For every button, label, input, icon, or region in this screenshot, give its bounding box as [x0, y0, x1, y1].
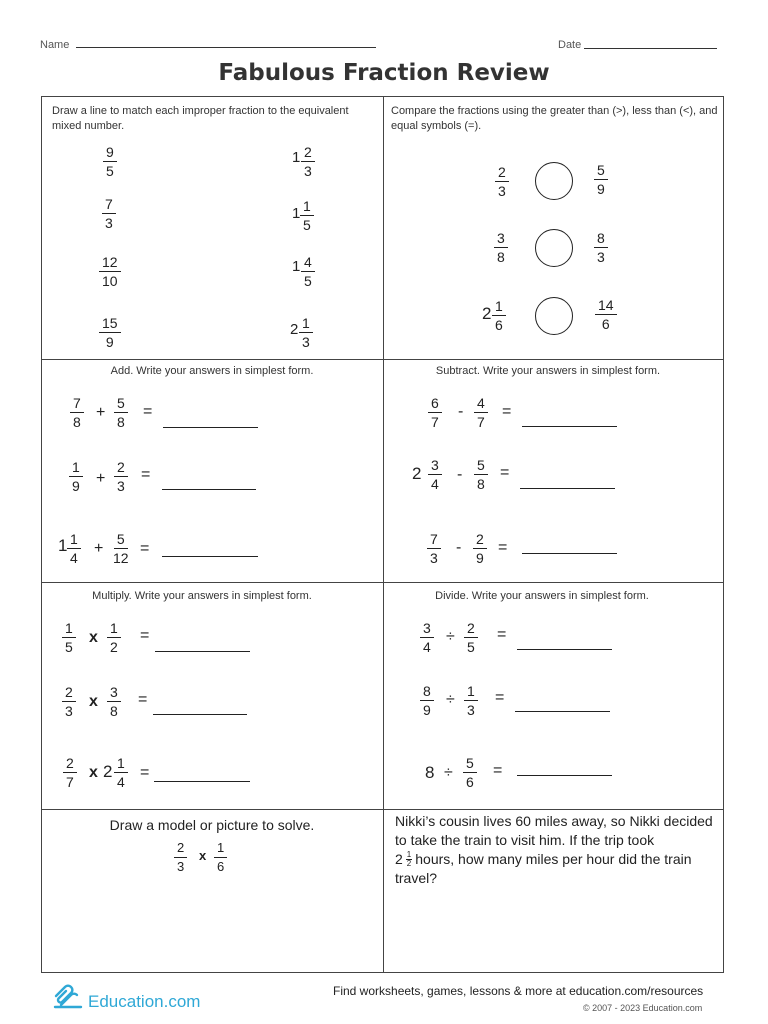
subtract-p3-fraction-a: $\frac{7}{3}$	[427, 531, 441, 566]
add-p1-answer-line[interactable]	[163, 427, 258, 428]
multiply-p3-fraction-b: $\frac{1}{4}$	[114, 755, 128, 790]
add-p1-fraction-a: $\frac{7}{8}$	[70, 395, 84, 430]
subtract-p1-fraction-b: $\frac{4}{7}$	[474, 395, 488, 430]
add-p3-equals: =	[140, 540, 150, 557]
add-p1-equals: =	[143, 403, 153, 420]
add-p2-fraction-b: $\frac{2}{3}$	[114, 459, 128, 494]
subtract-p2-whole: 2	[412, 464, 422, 483]
footer-tagline: Find worksheets, games, lessons & more at education.com/resources	[333, 984, 704, 998]
multiply-p2-operator: x	[89, 693, 98, 710]
compare-left-whole-3: 2	[482, 304, 492, 323]
divide-p1-operator: ÷	[446, 628, 455, 645]
add-instruction: Add. Write your answers in simplest form.	[110, 365, 314, 377]
model-fraction-b: $\frac{1}{6}$	[214, 840, 227, 875]
add-p1-operator: +	[96, 404, 106, 421]
subtract-p3-operator: -	[456, 539, 462, 556]
footer-copyright: © 2007 - 2023 Education.com	[583, 1003, 703, 1013]
divide-p1-fraction-a: $\frac{3}{4}$	[420, 620, 434, 655]
compare-left-fraction-1: $\frac{2}{3}$	[495, 164, 509, 199]
subtract-p2-fraction-b: $\frac{5}{8}$	[474, 457, 488, 492]
add-p3-fraction-b: $\frac{5}{12}$	[113, 531, 129, 566]
divide-p1-fraction-b: $\frac{2}{5}$	[464, 620, 478, 655]
multiply-p3-equals: =	[140, 764, 150, 781]
divide-p2-fraction-b: $\frac{1}{3}$	[464, 683, 478, 718]
word-problem-line-4: travel?	[395, 870, 438, 886]
divide-instruction: Divide. Write your answers in simplest form.	[435, 590, 649, 602]
word-problem-mixed-whole: 2	[395, 851, 403, 867]
subtract-p1-answer-line[interactable]	[522, 426, 617, 427]
match-left-fraction-3: $\frac{12}{10}$	[99, 254, 121, 289]
subtract-p2-fraction-a: $\frac{3}{4}$	[428, 457, 442, 492]
multiply-p1-equals: =	[140, 627, 150, 644]
add-p1-fraction-b: $\frac{5}{8}$	[114, 395, 128, 430]
match-left-fraction-4: $\frac{15}{9}$	[99, 315, 121, 350]
match-instruction: Draw a line to match each improper fraction to the equivalent mixed number.	[52, 105, 349, 132]
multiply-p1-fraction-a: $\frac{1}{5}$	[62, 620, 76, 655]
match-right-fraction-3: $\frac{4}{5}$	[301, 254, 315, 289]
divide-p3-equals: =	[493, 762, 503, 779]
model-operator: x	[199, 848, 207, 863]
word-problem-work-area[interactable]	[385, 895, 721, 970]
match-right-fraction-2: $\frac{1}{5}$	[300, 198, 314, 233]
multiply-p2-fraction-a: $\frac{2}{3}$	[62, 684, 76, 719]
model-fraction-a: $\frac{2}{3}$	[174, 840, 187, 875]
compare-left-fraction-3: $\frac{1}{6}$	[492, 298, 506, 333]
multiply-p3-answer-line[interactable]	[154, 781, 250, 782]
divide-p1-equals: =	[497, 626, 507, 643]
divide-p1-answer-line[interactable]	[517, 649, 612, 650]
compare-right-fraction-1: $\frac{5}{9}$	[594, 162, 608, 197]
grid-divider-vertical-bottom	[383, 809, 384, 973]
add-p2-answer-line[interactable]	[162, 489, 256, 490]
divide-p2-equals: =	[495, 689, 505, 706]
name-label: Name	[40, 39, 70, 51]
multiply-p1-fraction-b: $\frac{1}{2}$	[107, 620, 121, 655]
word-problem-mixed-fraction: 1 2	[406, 850, 412, 868]
grid-divider-row1	[42, 359, 723, 360]
add-p2-fraction-a: $\frac{1}{9}$	[69, 459, 83, 494]
subtract-p2-answer-line[interactable]	[520, 488, 615, 489]
multiply-p3-whole: 2	[103, 762, 113, 781]
grid-divider-row3	[42, 809, 723, 810]
date-label: Date	[558, 39, 582, 51]
subtract-p2-equals: =	[500, 464, 510, 481]
page-title: Fabulous Fraction Review	[218, 60, 550, 86]
multiply-instruction: Multiply. Write your answers in simplest form.	[92, 590, 312, 602]
match-right-fraction-1: $\frac{2}{3}$	[301, 144, 315, 179]
date-line[interactable]	[584, 48, 717, 49]
subtract-instruction: Subtract. Write your answers in simplest form.	[435, 365, 661, 377]
add-p3-whole: 1	[58, 536, 68, 555]
add-p2-operator: +	[96, 470, 106, 487]
word-problem-line-1: Nikki’s cousin lives 60 miles away, so Nikki decided	[395, 813, 713, 829]
add-p3-answer-line[interactable]	[162, 556, 258, 557]
divide-p2-fraction-a: $\frac{8}{9}$	[420, 683, 434, 718]
word-problem-line-3	[395, 850, 720, 869]
model-instruction: Draw a model or picture to solve.	[109, 817, 315, 833]
grid-divider-vertical	[383, 97, 384, 809]
divide-p3-fraction-b: $\frac{5}{6}$	[463, 755, 477, 790]
multiply-p1-operator: x	[89, 629, 98, 646]
divide-p3-whole: 8	[425, 763, 435, 782]
compare-left-fraction-2: $\frac{3}{8}$	[494, 230, 508, 265]
brand-logo-text[interactable]: Education.com	[88, 992, 201, 1011]
compare-answer-circle-2[interactable]	[535, 229, 573, 267]
subtract-p1-fraction-a: $\frac{6}{7}$	[428, 395, 442, 430]
subtract-p3-fraction-b: $\frac{2}{9}$	[473, 531, 487, 566]
match-left-fraction-2: $\frac{7}{3}$	[102, 196, 116, 231]
compare-instruction: Compare the fractions using the greater than (>), less than (<), and equal symbols (=).	[391, 105, 718, 132]
match-right-whole-4: 2	[290, 321, 299, 338]
word-problem-line-3-rest: hours, how many miles per hour did the train	[415, 851, 692, 867]
add-p2-equals: =	[141, 466, 151, 483]
match-right-whole-1: 1	[292, 149, 301, 166]
subtract-p3-answer-line[interactable]	[522, 553, 617, 554]
add-p3-operator: +	[94, 540, 104, 557]
match-right-fraction-4: $\frac{1}{3}$	[299, 315, 313, 350]
paperclip-logo-icon[interactable]	[52, 980, 84, 1010]
subtract-p1-operator: -	[458, 403, 464, 420]
divide-p2-operator: ÷	[446, 691, 455, 708]
divide-p3-answer-line[interactable]	[517, 775, 612, 776]
add-p3-fraction-a: $\frac{1}{4}$	[67, 531, 81, 566]
compare-right-fraction-3: $\frac{14}{6}$	[595, 297, 617, 332]
divide-p3-operator: ÷	[444, 764, 453, 781]
match-right-whole-3: 1	[292, 258, 301, 275]
word-problem	[395, 812, 720, 888]
name-line[interactable]	[76, 47, 376, 48]
grid-divider-row2	[42, 582, 723, 583]
multiply-p1-answer-line[interactable]	[155, 651, 250, 652]
multiply-p2-fraction-b: $\frac{3}{8}$	[107, 684, 121, 719]
compare-answer-circle-3[interactable]	[535, 297, 573, 335]
subtract-p1-equals: =	[502, 403, 512, 420]
divide-p2-answer-line[interactable]	[515, 711, 610, 712]
multiply-p2-equals: =	[138, 691, 148, 708]
multiply-p3-operator: x	[89, 764, 98, 781]
compare-right-fraction-2: $\frac{8}{3}$	[594, 230, 608, 265]
match-left-fraction-1: $\frac{9}{5}$	[103, 144, 117, 179]
model-drawing-area[interactable]	[44, 880, 380, 970]
subtract-p3-equals: =	[498, 539, 508, 556]
multiply-p2-answer-line[interactable]	[153, 714, 247, 715]
multiply-p3-fraction-a: $\frac{2}{7}$	[63, 755, 77, 790]
compare-answer-circle-1[interactable]	[535, 162, 573, 200]
word-problem-line-2: to take the train to visit him. If the trip took	[395, 832, 655, 848]
subtract-p2-operator: -	[457, 466, 463, 483]
match-right-whole-2: 1	[292, 205, 301, 222]
